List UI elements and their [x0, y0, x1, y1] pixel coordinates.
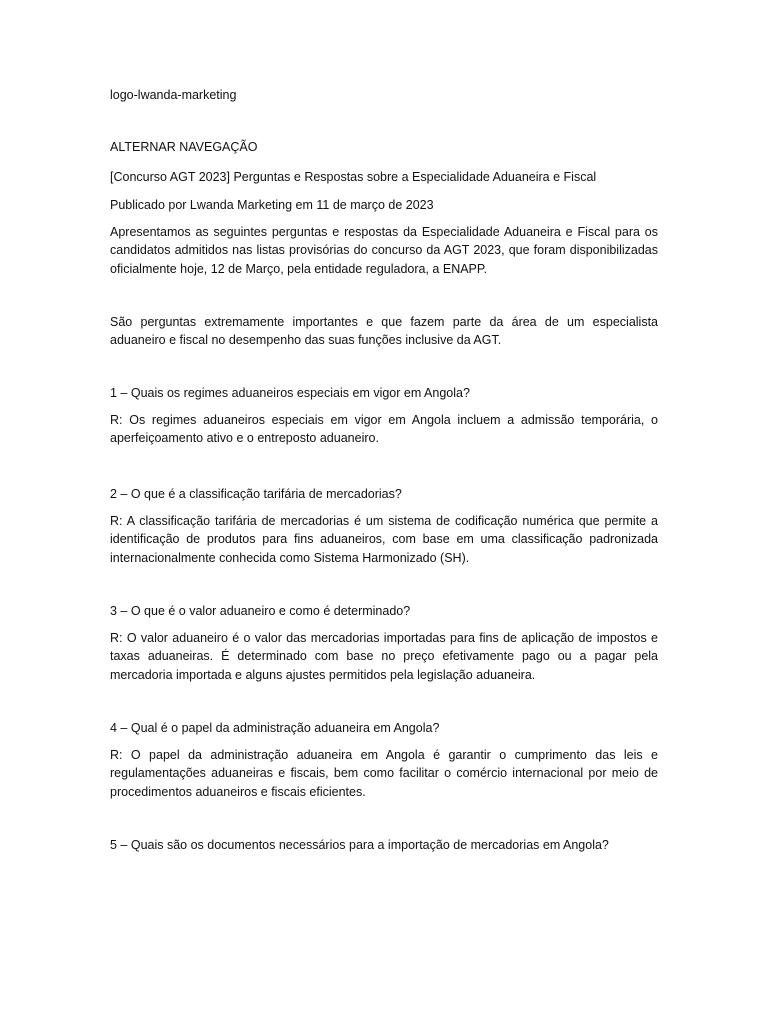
question-4: 4 – Qual é o papel da administração aduaneira em Angola? — [110, 721, 440, 735]
nav-toggle-text: ALTERNAR NAVEGAÇÃO — [110, 140, 258, 154]
logo-alt-text: logo-lwanda-marketing — [110, 88, 237, 102]
answer-1: R: Os regimes aduaneiros especiais em vigor em Angola incluem a admissão temporária, o aperfeiçoamento ativo e o entreposto aduaneiro. — [110, 413, 658, 446]
answer-2: R: A classificação tarifária de mercadorias é um sistema de codificação numérica que permite a identificação de produtos para fins aduaneiros, com base em uma classificação padronizada internacionalmente conhecida como Sistema Harmonizado (SH). — [110, 514, 658, 565]
intro-paragraph-2: São perguntas extremamente importantes e que fazem parte da área de um especialista aduaneiro e fiscal no desempenho das suas funções inclusive da AGT. — [110, 315, 658, 348]
byline: Publicado por Lwanda Marketing em 11 de março de 2023 — [110, 198, 434, 212]
question-5: 5 – Quais são os documentos necessários para a importação de mercadorias em Angola? — [110, 838, 609, 852]
intro-paragraph: Apresentamos as seguintes perguntas e respostas da Especialidade Aduaneira e Fiscal para os candidatos admitidos nas listas provisórias do concurso da AGT 2023, que foram disponibilizadas oficialmente hoje, 12 de Março, pela entidade reguladora, a ENAPP. — [110, 225, 658, 276]
answer-3: R: O valor aduaneiro é o valor das mercadorias importadas para fins de aplicação de impostos e taxas aduaneiras. É determinado com base no preço efetivamente pago ou a pagar pela mercadoria importada e alguns ajustes permitidos pela legislação aduaneira. — [110, 631, 658, 682]
question-3: 3 – O que é o valor aduaneiro e como é determinado? — [110, 604, 411, 618]
answer-4: R: O papel da administração aduaneira em Angola é garantir o cumprimento das leis e regulamentações aduaneiras e fiscais, bem como facilitar o comércio internacional por meio de procedimentos aduaneiros e fiscais eficientes. — [110, 748, 658, 799]
question-2: 2 – O que é a classificação tarifária de mercadorias? — [110, 487, 402, 501]
question-1: 1 – Quais os regimes aduaneiros especiais em vigor em Angola? — [110, 386, 470, 400]
document-title: [Concurso AGT 2023] Perguntas e Respostas sobre a Especialidade Aduaneira e Fiscal — [110, 170, 597, 184]
